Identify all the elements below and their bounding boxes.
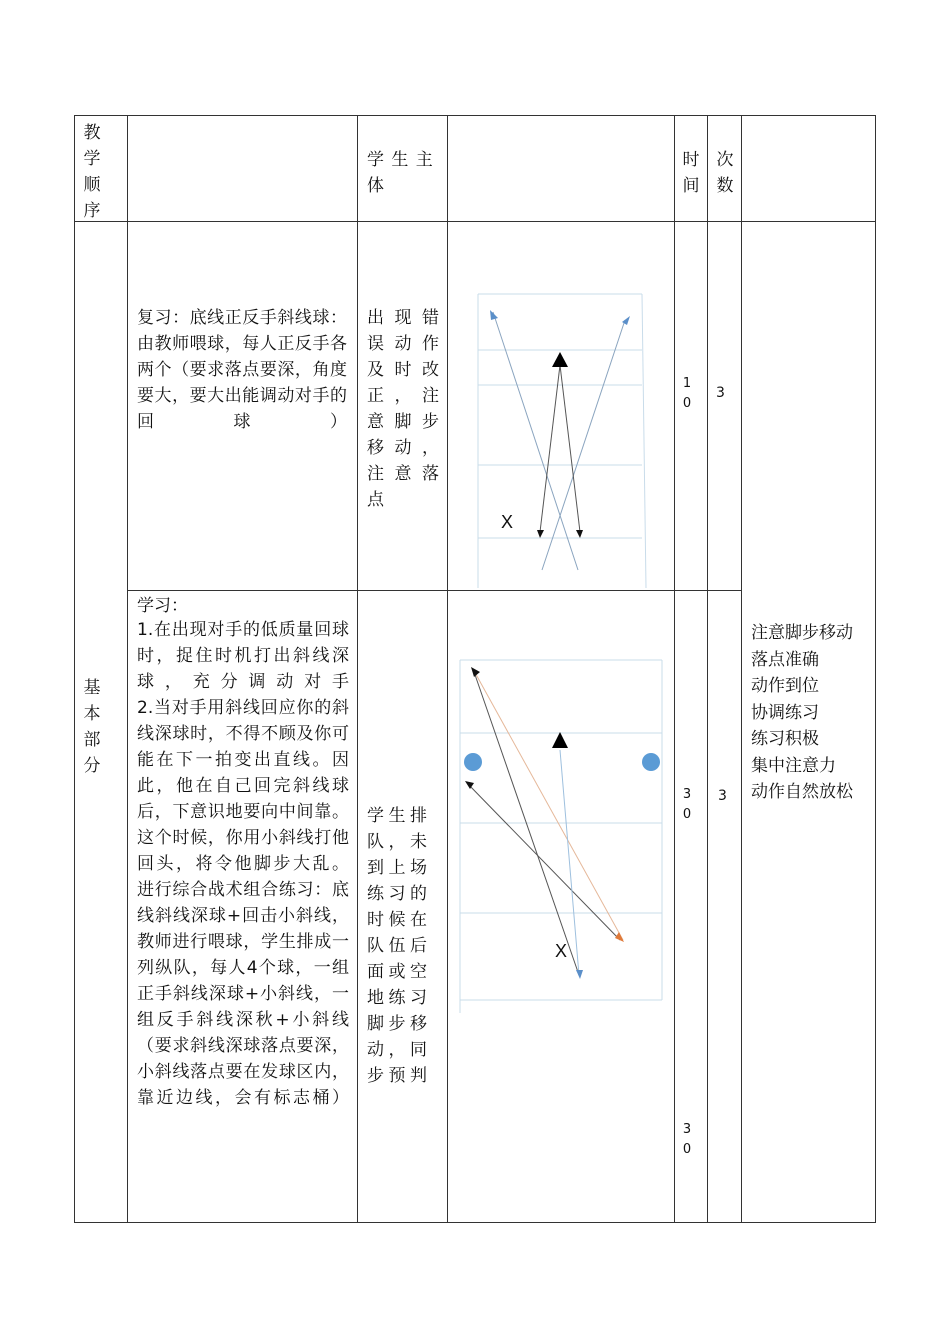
note-item: 注意脚步移动 [751,623,853,643]
row2-player-marker: X [555,941,568,961]
col-divider-2 [357,115,358,1223]
row2-content-line: 2.当对手用斜线回应你的斜线深球时，不得不顾及你可能在下一拍变出直线。因此，他在自己回完斜线球后，下意识地要向中间靠。这个时候，你用小斜线打他回头，将令他脚步大乱。 [137,698,349,874]
row1-content: 复习：底线正反手斜线球：由教师喂球，每人正反手各两个（要求落点要深，角度要大，要大出能调动对手的回球） [137,308,347,432]
row2-content-line: 进行综合战术组合练习：底线斜线深球+回击小斜线，教师进行喂球，学生排成一列纵队，每人4个球，一组正手斜线深球+小斜线，一组反手斜线深秋+小斜线（要求斜线深球落点要深，小斜线落点要在发球区内，靠近边线，会有标志桶） [137,880,349,1108]
row2-time-a: 30 [682,787,692,822]
arrowhead-right-top [622,316,630,325]
player-triangle-icon [552,352,568,367]
table-border-bottom [74,1222,876,1223]
col-divider-4 [674,115,675,1223]
col-divider-1 [127,115,128,1223]
note-item: 练习积极 [751,729,819,749]
row1-time: 10 [682,376,692,411]
header-time: 时间 [682,150,700,196]
row2-content-line: 学习： [137,596,188,616]
row2-student-note: 学生排队，未到上场练习的时候在队伍后面或空地练习脚步移动，同步预判 [367,806,427,1086]
row-divider [127,590,741,591]
header-divider [74,221,876,222]
row1-student-note: 出 现 错 误 动 作 及 时 改 正 ， 注 意 脚 步 移 动 ， 注 意 落 点 [367,308,439,510]
arrowhead-orange [615,932,624,942]
arrowhead-top-left [471,667,480,677]
row2-content-line: 1.在出现对手的低质量回球时，捉住时机打出斜线深球，充分调动对手 [137,620,349,692]
row2-court-diagram [455,655,670,1015]
cone-marker-right [642,753,660,771]
arrowhead-down-left [537,530,544,538]
court-lines [478,294,646,588]
table-border-left [74,115,75,1223]
note-item: 落点准确 [751,649,819,670]
arrowhead-down-right [576,530,583,538]
header-teaching-order: 教学顺序 [83,123,101,221]
row1-court-diagram [470,290,650,590]
notes-list [751,620,871,806]
col-divider-6 [741,115,742,1223]
row2-time-b: 30 [682,1122,692,1157]
row2-content [137,595,349,1111]
table-border-top [74,115,876,116]
arrowhead-left-top [490,310,498,320]
header-count: 次数 [716,150,734,196]
ball-paths [467,669,623,975]
row1-count: 3 [716,385,725,401]
row1-player-marker: X [501,512,514,532]
table-border-right [875,115,876,1223]
section-basic-part: 基本部分 [83,678,101,776]
note-item: 动作到位 [751,676,819,696]
cone-marker-left [464,753,482,771]
note-item: 集中注意力 [751,755,836,776]
note-item: 协调练习 [751,702,819,723]
arrowhead-mid-left [465,781,474,789]
arrowhead-blue-down [576,970,583,979]
player-triangle-icon [552,732,568,748]
col-divider-5 [707,115,708,1223]
row2-count: 3 [718,788,727,804]
col-divider-3 [447,115,448,1223]
header-student-subject: 学 生 主 体 [367,150,434,196]
note-item: 动作自然放松 [751,782,853,802]
